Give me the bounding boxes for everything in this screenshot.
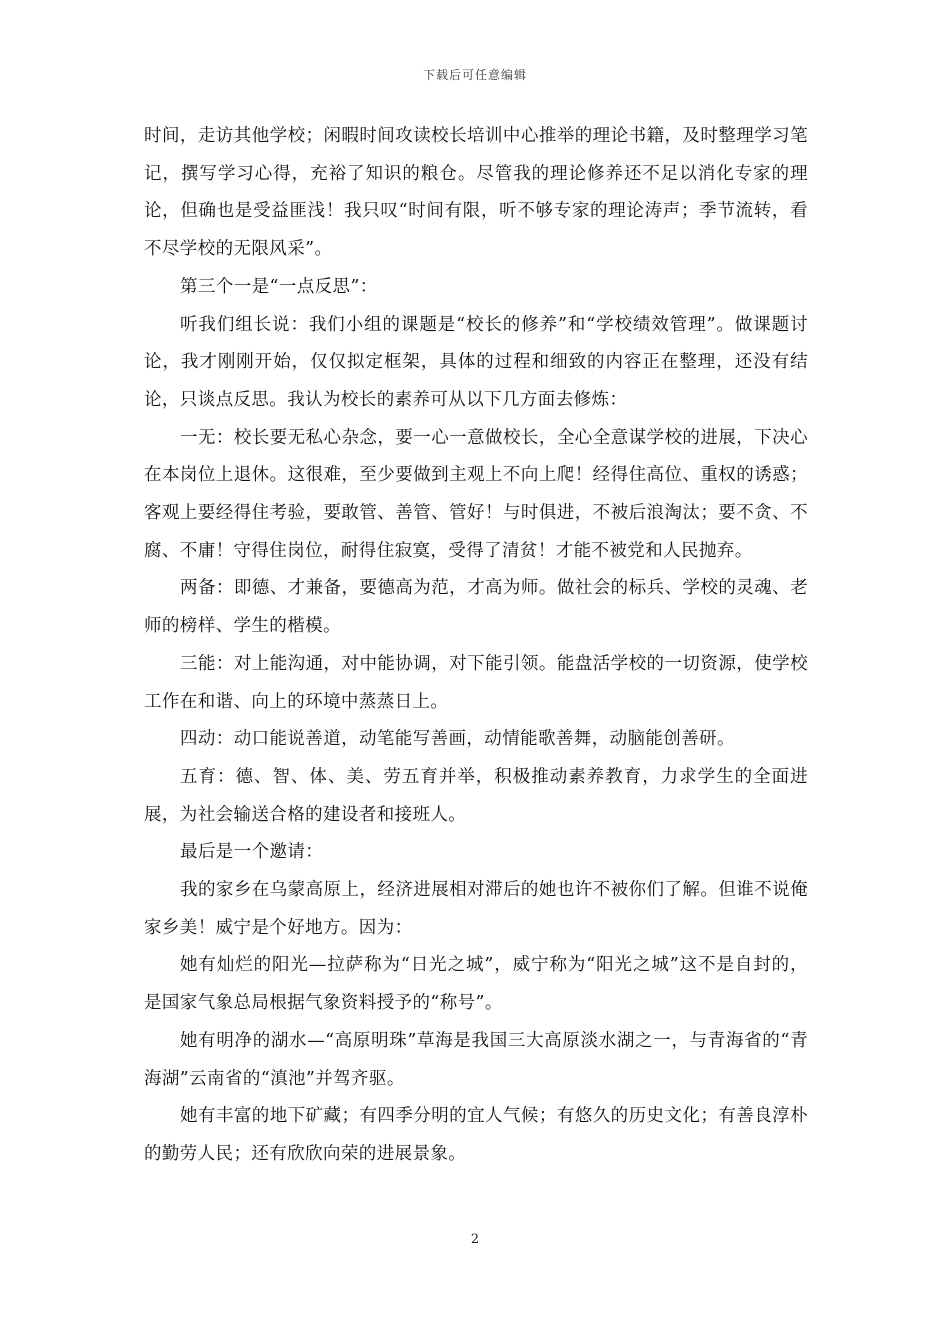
paragraph-wu-yu: 五育：德、智、体、美、劳五育并举，积极推动素养教育，力求学生的全面进展，为社会输送合格的建设者和接班人。 [144, 766, 808, 825]
paragraph-third-one-heading: 第三个一是“一点反思”： [180, 276, 378, 297]
paragraph-resources: 她有丰富的地下矿藏；有四季分明的宜人气候；有悠久的历史文化；有善良淳朴的勤劳人民；还有欣欣向荣的进展景象。 [144, 1106, 808, 1164]
document-body [144, 118, 808, 1174]
paragraph-liang-bei: 两备：即德、才兼备，要德高为范，才高为师。做社会的标兵、学校的灵魂、老师的榜样、学生的楷模。 [144, 578, 808, 637]
paragraph-continuation: 时间，走访其他学校；闲暇时间攻读校长培训中心推举的理论书籍，及时整理学习笔记，撰写学习心得，充裕了知识的粮仓。尽管我的理论修养还不足以消化专家的理论，但确也是受益匪浅！我只叹“时间有限，听不够专家的理论涛声；季节流转，看不尽学校的无限风采”。 [144, 126, 808, 260]
paragraph-lake: 她有明净的湖水—“高原明珠”草海是我国三大高原淡水湖之一，与青海省的“青海湖”云南省的“滇池”并驾齐驱。 [144, 1030, 808, 1089]
page-header-note: 下载后可任意编辑 [422, 68, 527, 82]
paragraph-group-topic: 听我们组长说：我们小组的课题是“校长的修养”和“学校绩效管理”。做课题讨论，我才刚刚开始，仅仅拟定框架，具体的过程和细致的内容正在整理，还没有结论，只谈点反思。我认为校长的素养可从以下几方面去修炼： [144, 314, 808, 410]
paragraph-si-dong: 四动：动口能说善道，动笔能写善画，动情能歌善舞，动脑能创善研。 [180, 729, 735, 750]
paragraph-sunshine: 她有灿烂的阳光—拉萨称为“日光之城”，威宁称为“阳光之城”这不是自封的，是国家气象总局根据气象资料授予的“称号”。 [144, 955, 808, 1014]
paragraph-san-neng: 三能：对上能沟通，对中能协调，对下能引领。能盘活学校的一切资源，使学校工作在和谐、向上的环境中蒸蒸日上。 [144, 653, 808, 712]
paragraph-yi-wu: 一无：校长要无私心杂念，要一心一意做校长，全心全意谋学校的进展，下决心在本岗位上退休。这很难，至少要做到主观上不向上爬！经得住高位、重权的诱惑；客观上要经得住考验，要敢管、善管、管好！与时俱进，不被后浪淘汰；要不贪、不腐、不庸！守得住岗位，耐得住寂寞，受得了清贫！才能不被党和人民抛弃。 [144, 427, 808, 561]
paragraph-hometown: 我的家乡在乌蒙高原上，经济进展相对滞后的她也许不被你们了解。但谁不说俺家乡美！威宁是个好地方。因为： [144, 880, 808, 938]
page-number: 2 [470, 1232, 480, 1247]
paragraph-invitation-heading: 最后是一个邀请： [180, 842, 324, 863]
